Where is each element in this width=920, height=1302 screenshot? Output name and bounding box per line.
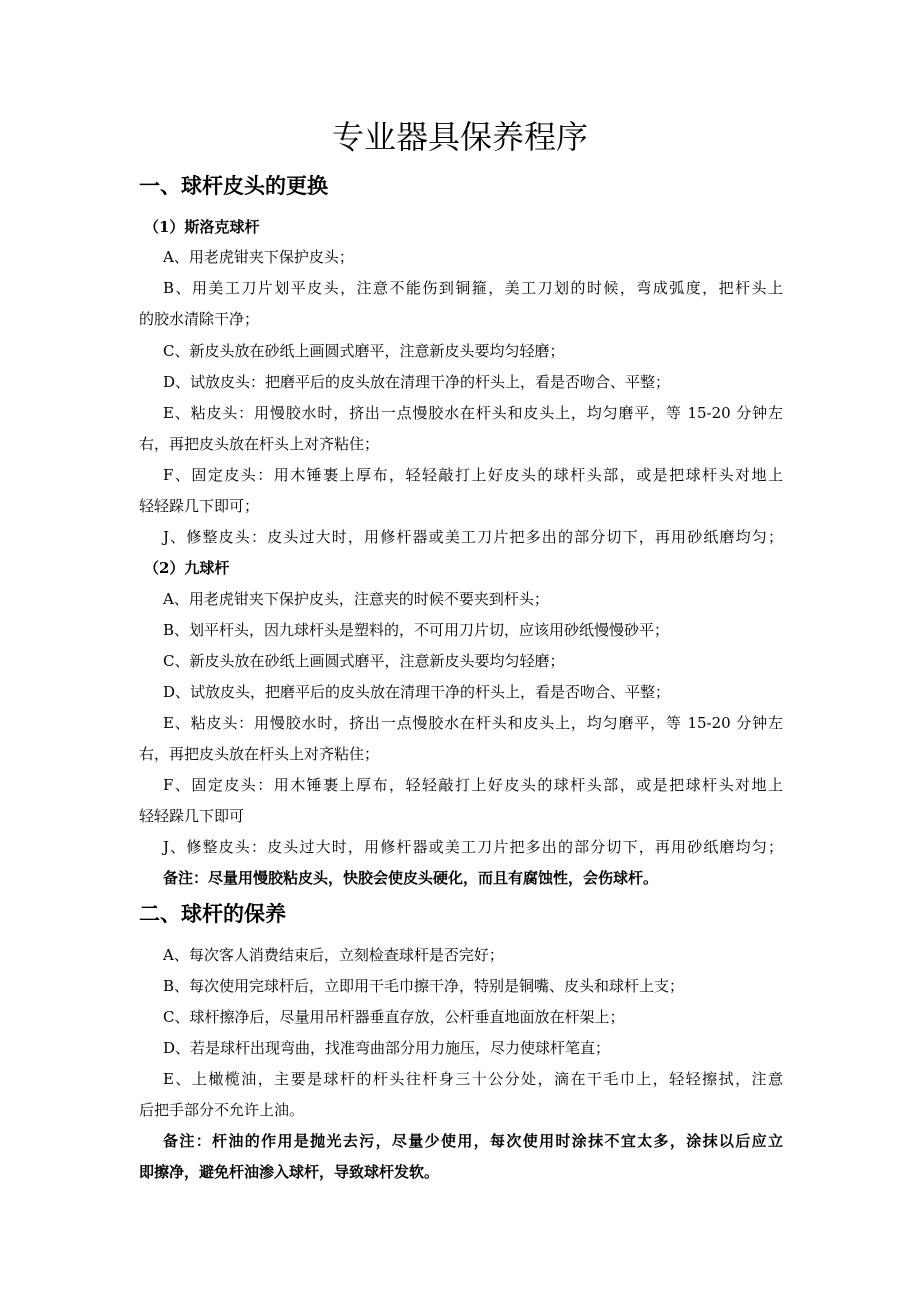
section-heading-1: 一、球杆皮头的更换	[139, 174, 328, 198]
text-line: D、试放皮头：把磨平后的皮头放在清理干净的杆头上，看是否吻合、平整；	[163, 373, 671, 391]
text-line: 右，再把皮头放在杆头上对齐粘住；	[139, 435, 380, 453]
note-text: 备注：尽量用慢胶粘皮头，快胶会使皮头硬化，而且有腐蚀性，会伤球杆。	[163, 869, 659, 887]
text-line: 的胶水清除干净；	[139, 310, 260, 328]
subsection-snooker: （1）斯洛克球杆	[144, 218, 260, 236]
text-line: C、新皮头放在砂纸上画圆式磨平，注意新皮头要均匀轻磨；	[163, 342, 565, 360]
text-line: F、固定皮头：用木锤裹上厚布，轻轻敲打上好皮头的球杆头部，或是把球杆头对地上	[163, 776, 783, 794]
text-line: C、新皮头放在砂纸上画圆式磨平，注意新皮头要均匀轻磨；	[163, 652, 565, 670]
subsection-nineball: （2）九球杆	[144, 559, 230, 577]
section-heading-2: 二、球杆的保养	[139, 902, 286, 926]
text-line: B、每次使用完球杆后，立即用干毛巾擦干净，特别是铜嘴、皮头和球杆上支；	[163, 977, 685, 995]
text-line: D、试放皮头，把磨平后的皮头放在清理干净的杆头上，看是否吻合、平整；	[163, 683, 671, 701]
text-line: B、划平杆头，因九球杆头是塑料的，不可用刀片切，应该用砂纸慢慢砂平；	[163, 621, 670, 639]
note-text: 备注：杆油的作用是抛光去污，尽量少使用，每次使用时涂抹不宜太多，涂抹以后应立	[163, 1132, 783, 1150]
text-line: 后把手部分不允许上油。	[139, 1101, 305, 1119]
text-line: E、粘皮头：用慢胶水时，挤出一点慢胶水在杆头和皮头上，均匀磨平，等 15-20 分钟左	[163, 404, 783, 422]
text-line: 右，再把皮头放在杆头上对齐粘住；	[139, 745, 380, 763]
page-title: 专业器具保养程序	[331, 118, 588, 156]
text-line: A、每次客人消费结束后，立刻检查球杆是否完好；	[163, 946, 504, 964]
text-line: E、粘皮头：用慢胶水时，挤出一点慢胶水在杆头和皮头上，均匀磨平，等 15-20 分钟左	[163, 714, 783, 732]
text-line: E、上橄榄油，主要是球杆的杆头往杆身三十公分处，滴在干毛巾上，轻轻擦拭，注意	[163, 1070, 783, 1088]
text-line: A、用老虎钳夹下保护皮头；	[163, 248, 354, 266]
text-line: A、用老虎钳夹下保护皮头，注意夹的时候不要夹到杆头；	[163, 590, 549, 608]
note-text: 即擦净，避免杆油渗入球杆，导致球杆发软。	[139, 1163, 440, 1181]
text-line: 轻轻跺几下即可	[139, 807, 245, 825]
text-line: J、修整皮头：皮头过大时，用修杆器或美工刀片把多出的部分切下，再用砂纸磨均匀；	[163, 838, 783, 856]
text-line: C、球杆擦净后，尽量用吊杆器垂直存放，公杆垂直地面放在杆架上；	[163, 1008, 625, 1026]
text-line: 轻轻跺几下即可；	[139, 497, 260, 515]
text-line: D、若是球杆出现弯曲，找准弯曲部分用力施压，尽力使球杆笔直；	[163, 1039, 611, 1057]
text-line: B、用美工刀片划平皮头，注意不能伤到铜箍，美工刀划的时候，弯成弧度，把杆头上	[163, 279, 783, 297]
text-line: J、修整皮头：皮头过大时，用修杆器或美工刀片把多出的部分切下，再用砂纸磨均匀；	[163, 528, 783, 546]
text-line: F、固定皮头：用木锤裹上厚布，轻轻敲打上好皮头的球杆头部，或是把球杆头对地上	[163, 466, 783, 484]
